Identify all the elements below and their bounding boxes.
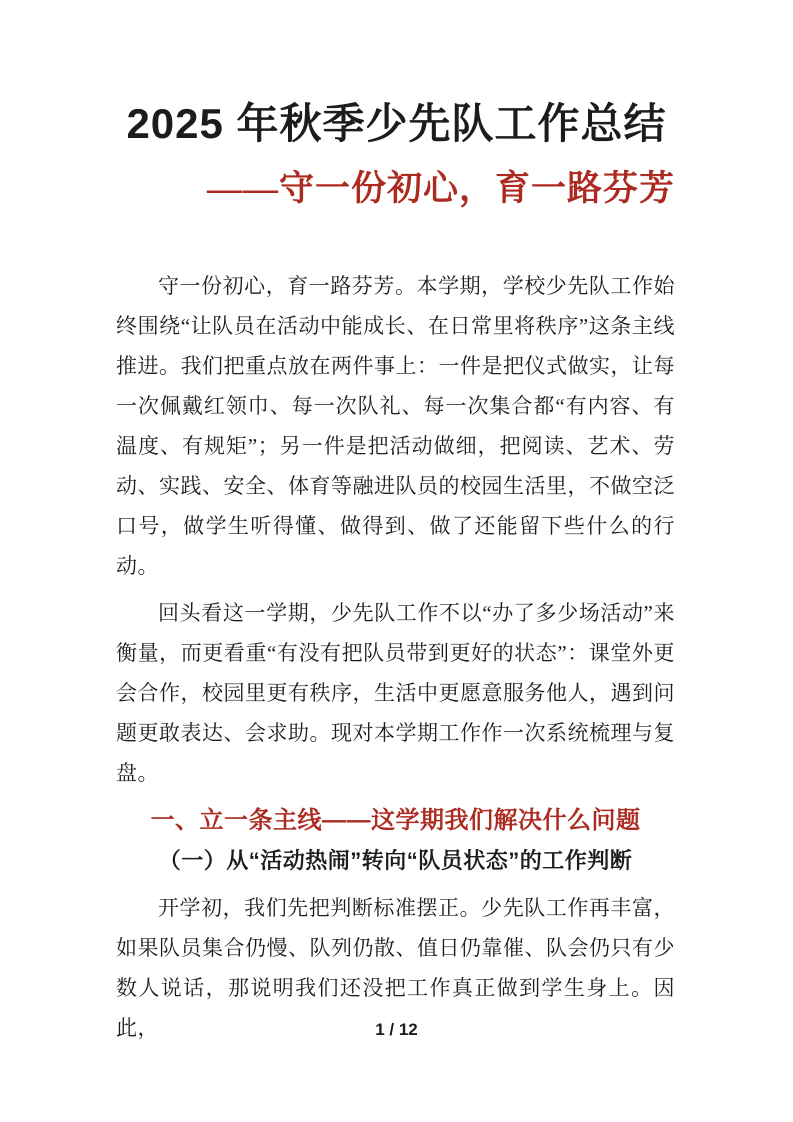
- page-number: 1 / 12: [375, 1020, 418, 1039]
- document-body: [116, 266, 675, 1048]
- section-heading-red: 一、立一条主线——这学期我们解决什么问题: [150, 807, 641, 834]
- body-paragraph-2: 回头看这一学期，少先队工作不以“办了多少场活动”来衡量，而更看重“有没有把队员带到更好的状态”：课堂外更会合作，校园里更有秩序，生活中更愿意服务他人，遇到问题更敢表达、会求助。现对本学期工作作一次系统梳理与复盘。: [116, 601, 675, 785]
- document-title: 2025 年秋季少先队工作总结: [126, 100, 667, 147]
- body-paragraph-3: 开学初，我们先把判断标准摆正。少先队工作再丰富，如果队员集合仍慢、队列仍散、值日仍靠催、队会仍只有少数人说话，那说明我们还没把工作真正做到学生身上。因此，: [116, 896, 675, 1040]
- sub-section-heading: （一）从“活动热闹”转向“队员状态”的工作判断: [158, 848, 633, 873]
- document-subtitle: ——守一份初心，育一路芬芳: [206, 169, 675, 208]
- body-paragraph-1: 守一份初心，育一路芬芳。本学期，学校少先队工作始终围绕“让队员在活动中能成长、在日常里将秩序”这条主线推进。我们把重点放在两件事上：一件是把仪式做实，让每一次佩戴红领巾、每一次队礼、每一次集合都“有内容、有温度、有规矩”；另一件是把活动做细，把阅读、艺术、劳动、实践、安全、体育等融进队员的校园生活里，不做空泛口号，做学生听得懂、做得到、做了还能留下些什么的行动。: [116, 274, 675, 578]
